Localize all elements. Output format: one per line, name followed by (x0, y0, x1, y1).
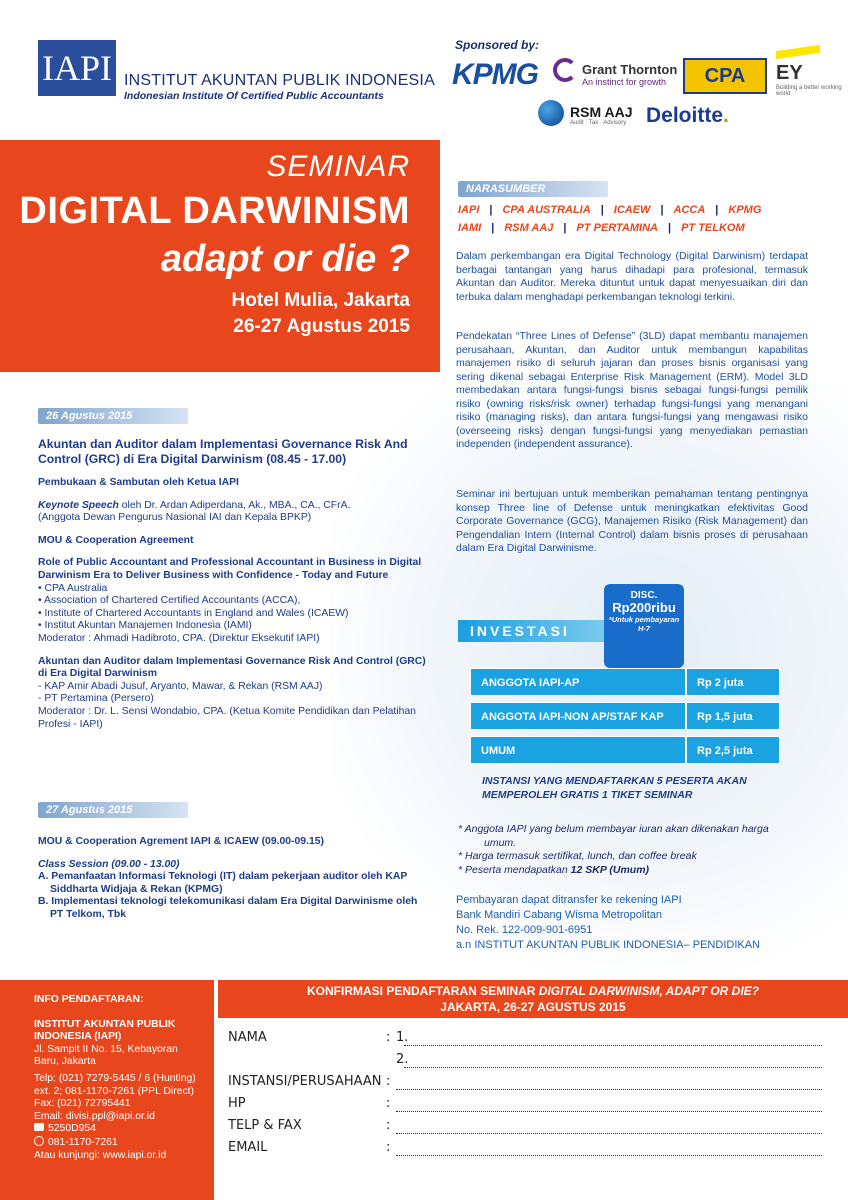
grant-thornton-mark-icon (553, 58, 577, 82)
field-label: HP (228, 1096, 246, 1111)
keynote-affiliation: (Anggota Dewan Pengurus Nasional IAI dan Kepala BPKP) (38, 512, 312, 524)
investasi-label: INVESTASI (458, 620, 638, 642)
event-dates: 26-27 Agustus 2015 (233, 316, 410, 337)
speaker: ICAEW (613, 204, 651, 216)
narasumber-label: NARASUMBER (458, 181, 608, 197)
price-row (470, 702, 780, 730)
sub-title: adapt or die ? (160, 238, 410, 280)
nama-field-1[interactable] (404, 1045, 822, 1046)
rsm-logo (570, 104, 633, 126)
form-row-hp (228, 1092, 828, 1114)
confirmation-title: KONFIRMASI PENDAFTARAN SEMINAR (307, 984, 539, 998)
hp-field[interactable] (396, 1111, 822, 1112)
list-item: • Institut Akuntan Manajemen Indonesia (IAMI) (38, 620, 252, 632)
field-label: EMAIL (228, 1140, 268, 1155)
deloitte-name: Deloitte (646, 104, 724, 127)
confirmation-subtitle: JAKARTA, 26-27 AGUSTUS 2015 (440, 1000, 626, 1014)
ey-name: EY (776, 62, 803, 84)
day1-agenda (38, 437, 428, 731)
registration-form (228, 1026, 828, 1158)
day2-date-label: 27 Agustus 2015 (38, 802, 188, 818)
speaker: IAMI (458, 222, 482, 234)
field-number: 1. (396, 1030, 409, 1045)
info-title: INFO PENDAFTARAN: (34, 994, 144, 1005)
price-row (470, 736, 780, 764)
grant-thornton-name: Grant Thornton (582, 62, 678, 77)
info-address: Jl. Sampit II No. 15, Kebayoran Baru, Jakarta (34, 1043, 178, 1068)
price-value: Rp 1,5 juta (697, 711, 753, 723)
speaker: KPMG (728, 204, 762, 216)
day2-mou: MOU & Cooperation Agrement IAPI & ICAEW (09.00-09.15) (38, 836, 324, 847)
info-bbm (34, 1123, 202, 1136)
class-session: Class Session (09.00 - 13.00) (38, 858, 180, 870)
whatsapp-icon (34, 1136, 44, 1146)
info-org: INSTITUT AKUNTAN PUBLIK INDONESIA (IAPI) (34, 1018, 176, 1043)
field-colon: : (386, 1118, 391, 1133)
field-colon: : (386, 1030, 391, 1045)
field-colon: : (386, 1096, 391, 1111)
form-row-instansi (228, 1070, 828, 1092)
sponsored-label: Sponsored by: (455, 38, 540, 52)
form-row-email (228, 1136, 828, 1158)
list-item: • Institute of Chartered Accountants in England and Wales (ICAEW) (38, 607, 349, 619)
kpmg-logo: KPMG (452, 58, 538, 91)
field-label: INSTANSI/PERUSAHAAN (228, 1074, 382, 1089)
instansi-field[interactable] (396, 1089, 822, 1090)
rsm-globe-icon (538, 100, 564, 126)
grant-thornton-logo (582, 62, 677, 87)
title-banner (0, 140, 440, 372)
speaker: PT PERTAMINA (576, 222, 658, 234)
role-session (38, 557, 428, 645)
form-row-nama-2 (228, 1048, 828, 1070)
field-label: NAMA (228, 1030, 267, 1045)
speaker: PT TELKOM (681, 222, 745, 234)
bank-line: Pembayaran dapat ditransfer ke rekening IAPI (456, 894, 682, 906)
disc-note: *Untuk pembayaran H-7 (608, 615, 680, 633)
session-a: A. Pemanfaatan Informasi Teknologi (IT) dalam pekerjaan auditor oleh KAP Siddharta Widjaja & Rekan (KPMG) (38, 871, 408, 895)
rsm-name: RSM AAJ (570, 104, 633, 120)
promo-line-2: MEMPEROLEH GRATIS 1 TIKET SEMINAR (482, 789, 693, 801)
info-website[interactable]: Atau kunjungi: www.iapi.or.id (34, 1149, 167, 1161)
bbm-pin: 5250D954 (48, 1123, 96, 1135)
registration-info (0, 980, 214, 1200)
list-item: - KAP Amir Abadi Jusuf, Aryanto, Mawar, & Rekan (RSM AAJ) (38, 680, 323, 692)
whatsapp-number: 081-1170-7261 (48, 1136, 118, 1148)
day1-heading: Akuntan dan Auditor dalam Implementasi Governance Risk And Control (GRC) di Era Digital Darwinism (08.45 - 17.00) (38, 437, 408, 466)
nama-field-2[interactable] (404, 1067, 822, 1068)
note-item (458, 864, 818, 878)
field-colon: : (386, 1074, 391, 1089)
info-phone: Telp: (021) 7279-5445 / 6 (Hunting) ext. 2; 081-1170-7261 (PPL Direct) (34, 1072, 196, 1097)
list-item: - PT Pertamina (Persero) (38, 693, 154, 705)
ey-bar-icon (776, 45, 820, 59)
list-item: • CPA Australia (38, 582, 108, 594)
bank-info (456, 893, 760, 953)
day1-date-label: 26 Agustus 2015 (38, 408, 188, 424)
description-paragraph-3: Seminar ini bertujuan untuk memberikan pemahaman tentang pentingnya konsep Three line of Defense untuk meningkatkan efektivitas Good Corporate Governance (GCG), Manajemen Risiko (Risk Management) dan Pengendalian Intern (Internal Control) dalam bisnis proses di perusahaan dalam Era Digital Darwinisme. (456, 488, 808, 554)
speaker: RSM AAJ (504, 222, 554, 234)
rsm-tagline: Audit · Tax · Advisory (570, 120, 627, 126)
confirmation-header (218, 980, 848, 1018)
note-item-cont: umum. (484, 836, 517, 849)
day2-agenda (38, 836, 428, 922)
price-divider (685, 703, 687, 729)
price-row (470, 668, 780, 696)
price-value: Rp 2,5 juta (697, 745, 753, 757)
field-number: 2. (396, 1052, 409, 1067)
main-title: DIGITAL DARWINISM (19, 190, 410, 232)
info-fax: Fax: (021) 72795441 (34, 1098, 131, 1110)
org-name: INSTITUT AKUNTAN PUBLIK INDONESIA (124, 72, 435, 89)
bank-account: No. Rek. 122-009-901-6951 (456, 924, 593, 936)
price-divider (685, 669, 687, 695)
iapi-logo: IAPI (38, 40, 116, 96)
discount-badge (604, 584, 684, 668)
note-prefix: * Peserta mendapatkan (458, 863, 571, 876)
deloitte-logo (646, 104, 729, 128)
speakers-list: IAPI | CPA AUSTRALIA | ICAEW | ACCA | KPMG IAMI | RSM AAJ | PT PERTAMINA | PT TELKOM (458, 204, 762, 234)
grc-heading: Akuntan dan Auditor dalam Implementasi Governance Risk And Control (GRC) di Era Digital Darwinism (38, 655, 426, 680)
speaker: IAPI (458, 204, 480, 216)
cpa-australia-logo: CPA (683, 58, 767, 94)
grc-moderator: Moderator : Dr. L. Sensi Wondabio, CPA. (Ketua Komite Pendidikan dan Pelatihan Profesi - IAPI) (38, 705, 416, 730)
seminar-label: SEMINAR (266, 150, 410, 183)
info-email[interactable]: Email: divisi.ppl@iapi.or.id (34, 1110, 155, 1122)
role-heading: Role of Public Accountant and Professional Accountant in Business in Digital Darwinism Era to Deliver Business with Confidence - Today and Future (38, 557, 422, 581)
grant-thornton-tagline: An instinct for growth (582, 77, 667, 87)
speaker: CPA AUSTRALIA (502, 204, 591, 216)
field-colon: : (386, 1140, 391, 1155)
note-skp: 12 SKP (Umum) (570, 863, 650, 876)
disc-title: DISC. (630, 590, 658, 601)
keynote-label: Keynote Speech (38, 499, 119, 511)
note-item: * Harga termasuk sertifikat, lunch, dan coffee break (458, 850, 697, 862)
telp-fax-field[interactable] (396, 1133, 822, 1134)
list-item: • Association of Chartered Certified Accountants (ACCA), (38, 595, 301, 607)
keynote-speaker: oleh Dr. Ardan Adiperdana, Ak., MBA., CA., CFrA. (118, 499, 351, 511)
description-paragraph-2: Pendekatan “Three Lines of Defense” (3LD) dapat membantu manajemen perusahaan, Akuntan, dan Auditor untuk membangun kapabilitas manajemen risiko di seluruh jajaran dan proses bisnis organisasi yang sering dikenal sebagai Enterprise Risk Management (ERM). Model 3LD membedakan antara fungsi-fungsi bisnis sebagai fungsi-fungsi pemilik risiko (owning risks/risk owner) terhadap fungsi-fungsi yang menangani risiko (managing risks), dan antara fungsi-fungsi yang mengawasi risiko (overseeing risks) dengan fungsi-fungsi yang menyediakan pemastian independen (independent assurance). (456, 330, 808, 450)
disc-value: Rp200ribu (612, 600, 676, 615)
price-category: UMUM (481, 745, 516, 757)
form-row-telp (228, 1114, 828, 1136)
opening-item: Pembukaan & Sambutan oleh Ketua IAPI (38, 477, 239, 488)
keynote-item (38, 500, 428, 525)
field-label: TELP & FAX (228, 1118, 302, 1133)
org-subtitle: Indonesian Institute Of Certified Public Accountants (124, 90, 384, 102)
grc-session (38, 656, 428, 732)
promo-line-1: INSTANSI YANG MENDAFTARKAN 5 PESERTA AKAN (482, 775, 747, 787)
price-value: Rp 2 juta (697, 677, 744, 689)
note-item: * Anggota IAPI yang belum membayar iuran akan dikenakan harga (458, 823, 769, 835)
mou-item: MOU & Cooperation Agreement (38, 534, 194, 546)
price-notes (458, 823, 818, 877)
price-category: ANGGOTA IAPI-AP (481, 677, 580, 689)
role-moderator: Moderator : Ahmadi Hadibroto, CPA. (Direktur Eksekutif IAPI) (38, 632, 320, 644)
price-divider (685, 737, 687, 763)
deloitte-dot: . (723, 104, 729, 127)
description-paragraph-1: Dalam perkembangan era Digital Technology (Digital Darwinism) terdapat berbagai tantangan yang harus dihadapi para profesional, termasuk Akuntan dan Auditor. Mereka dituntut untuk dapat menyesuaikan diri dan terbuka dalam menghadapi perkembangan teknologi terkini. (456, 250, 808, 303)
bbm-icon (34, 1123, 44, 1131)
bank-holder: a.n INSTITUT AKUNTAN PUBLIK INDONESIA– PENDIDIKAN (456, 939, 760, 951)
venue: Hotel Mulia, Jakarta (231, 290, 410, 311)
speaker: ACCA (673, 204, 706, 216)
email-field[interactable] (396, 1155, 822, 1156)
ey-tagline: Building a better working world (776, 85, 842, 97)
bank-line: Bank Mandiri Cabang Wisma Metropolitan (456, 909, 663, 921)
confirmation-title-italic: DIGITAL DARWINISM, ADAPT OR DIE? (538, 984, 759, 998)
price-category: ANGGOTA IAPI-NON AP/STAF KAP (481, 711, 664, 723)
session-b: B. Implementasi teknologi telekomunikasi dalam Era Digital Darwinisme oleh PT Telkom, Tbk (38, 896, 418, 920)
info-whatsapp (34, 1136, 202, 1150)
ey-logo (776, 62, 848, 97)
form-row-nama (228, 1026, 828, 1048)
